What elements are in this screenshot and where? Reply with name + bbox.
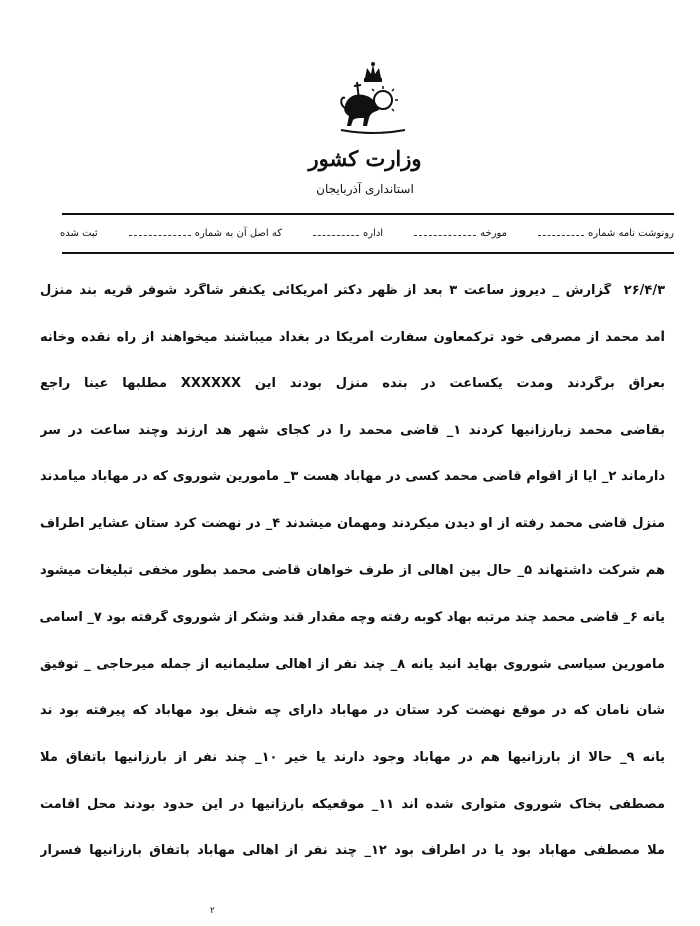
registered-field	[60, 228, 98, 239]
blank-line	[313, 234, 359, 236]
office-subtitle: استانداری آذربایجان	[316, 182, 414, 196]
report-line: منزل قاضی محمد رفته از او دیدن میکردند ومهمان میشدند ۴_ در نهضت کرد ستان عشایر اطراف	[40, 516, 665, 531]
original-ref-field	[129, 228, 282, 239]
report-line: دارماند ۲_ آیا از اقوام قاضی محمد کسی در مهاباد هست ۳_ مامورین شوروی که در مهاباد میآمدند	[40, 469, 665, 484]
header-bottom-rule	[62, 252, 674, 254]
blank-line	[538, 234, 584, 236]
report-line	[40, 283, 665, 298]
reference-form-row	[60, 228, 674, 239]
report-line: بقاضی محمد زبارزانیها کردند ۱_ قاضی محمد را در کجای شهر هد ارزند وچند ساعت در سر	[40, 423, 665, 438]
header-top-rule	[62, 213, 674, 215]
report-line: یانه ۶_ قاضی محمد چند مرتبه بهاد کوبه رفته وچه مقدار قند وشکر از شوروی گرفته بود ۷_ اسامی	[40, 610, 665, 625]
letter-number-label: رونوشت نامه شماره	[588, 228, 674, 239]
report-line: آمد محمد از مصرفی خود ترکمعاون سفارت آمریکا در بغداد میباشند میخواهند از راه نقده وخانه	[40, 330, 665, 345]
report-line: بعراق برگردند ومدت یکساعت در بنده منزل بودند این XXXXXX مطلبها عیناً راجع	[40, 376, 665, 391]
ministry-title: وزارت کشور	[308, 146, 422, 171]
report-line: ملا مصطفی مهاباد بود یا در اطراف بود ۱۲_ چند نفر از اهالی مهاباد باتفاق بارزانیها فسرار	[40, 843, 665, 858]
registered-label: ثبت شده	[60, 228, 98, 239]
blank-line	[414, 234, 476, 236]
report-line: مامورین سیاسی شوروی بهاید انید یانه ۸_ چند نفر از اهالی سلیمانیه از جمله میرحاجی _ توفیق	[40, 657, 665, 672]
page-footmark: ۲	[210, 906, 215, 916]
blank-line	[129, 234, 191, 236]
report-line: شان نامان که در موقع نهضت کرد ستان در مهاباد دارای چه شغل بود مهاباد که پیرفته بود ند	[40, 703, 665, 718]
original-ref-label: که اصل آن به شماره	[194, 228, 282, 239]
report-line: مصطفی بخاک شوروی متواری شده اند ۱۱_ موقعیکه بارزانیها در این حدود بودند محل اقامت	[40, 797, 665, 812]
report-line: یانه ۹_ حالا از بارزانیها هم در مهاباد وجود دارند یا خیر ۱۰_ چند نفر از بارزانیها باتفاق ملا	[40, 750, 665, 765]
report-line: هم شرکت داشتهاند ۵_ حال بین اهالی از طرف خواهان قاضی محمد بطور مخفی تبلیغات میشود	[40, 563, 665, 578]
department-label: اداره	[362, 228, 384, 239]
lion-and-sun-emblem-icon	[337, 60, 409, 140]
department-field	[313, 228, 383, 239]
dated-label: مورخه	[480, 228, 507, 239]
report-date: ۲۶/۴/۳	[623, 283, 665, 298]
dated-field	[414, 228, 507, 239]
report-line-text: گزارش _ دیروز ساعت ۳ بعد از ظهر دکتر آمریکائی یکنفر شاگرد شوفر قریه بند منزل	[40, 283, 612, 298]
letter-number-field	[538, 228, 674, 239]
